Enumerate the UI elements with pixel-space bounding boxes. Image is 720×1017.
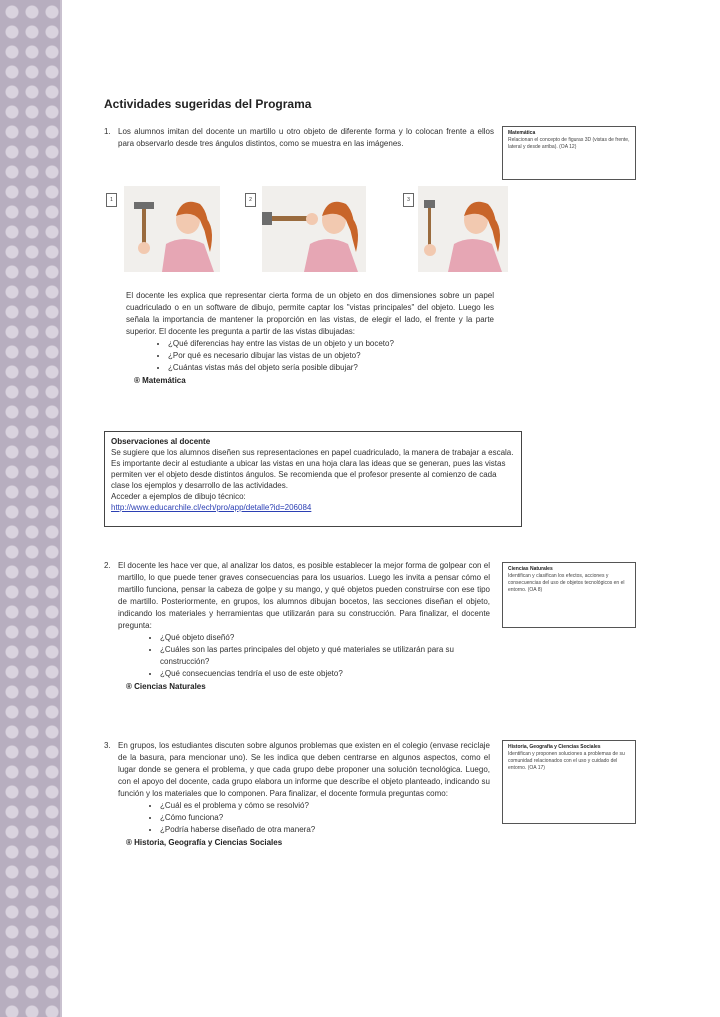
list-item: • ¿Por qué es necesario dibujar las vistas de un objeto?: [168, 350, 494, 362]
activity-1: [104, 126, 494, 150]
list-item: • ¿Cuántas vistas más del objeto sería posible dibujar?: [168, 362, 494, 374]
observations-text: Se sugiere que los alumnos diseñen sus representaciones en papel cuadriculado, la manera de trabajar a escala. Es importante decir al estudiante a ubicar las vistas en una hoja clara las ideas que se generan, pues las vistas permiten ver el objeto desde distintos ángulos. Se recomienda que el profesor presente al comienzo de cada clase los ejemplos y desarrollo de las actividades.: [111, 448, 514, 490]
subject-area-label: ® Ciencias Naturales: [126, 682, 206, 691]
activity-text: El docente les hace ver que, al analizar los datos, es posible establecer la mejor forma de golpear con el martillo, lo que puede tener graves consecuencias para los usuarios. Luego les invita a pensar cómo el martillo funciona, pensar la cabeza de golpe y su mango, y qué objetos pueden construirse con ese tipo de martillo. Posteriormente, en grupos, los alumnos dibujan bocetos, las secciones diseñan el objeto, indicando los materiales y herramientas que utilizarán para su construcción. Para finalizar, el docente pregunta:: [118, 561, 490, 630]
activity-2: [104, 560, 490, 693]
subject-area-label: ® Matemática: [134, 376, 186, 385]
list-item: • ¿Qué consecuencias tendría el uso de este objeto?: [160, 668, 490, 680]
list-item: • ¿Qué objeto diseñó?: [160, 632, 490, 644]
figure-number: 1: [106, 193, 117, 207]
figure-number: 3: [403, 193, 414, 207]
sidebox-text: Relacionan el concepto de figuras 3D (vistas de frente, lateral y desde arriba). (OA 12): [508, 137, 630, 150]
figure-number: 2: [245, 193, 256, 207]
list-item: • ¿Cuál es el problema y cómo se resolvió?: [160, 800, 490, 812]
page-title: Actividades sugeridas del Programa: [104, 97, 312, 111]
sidebox-heading: Historia, Geografía y Ciencias Sociales: [508, 744, 601, 750]
activity-question-list: [118, 800, 490, 836]
sidebox-ciencias-naturales: [502, 562, 636, 628]
figure-top-view: [418, 186, 508, 272]
activity-3: [104, 740, 490, 849]
figure-side-view: [124, 186, 220, 272]
activity-text: En grupos, los estudiantes discuten sobre algunos problemas que existen en el colegio (envase reciclaje de la basura, para mencionar uno). Se les indica que deben centrarse en algunos aspectos, como el lugar donde se genera el problema, y que cada grupo debe proponer una solución tecnológica. Luego, con el apoyo del docente, cada grupo elabora un informe que describe el objeto planteado, indicando su función y los materiales que lo componen. Para finalizar, el docente formula preguntas como:: [118, 741, 490, 798]
sidebox-matematica: [502, 126, 636, 180]
decorative-side-strip: [0, 0, 62, 1017]
activity-followup-text: El docente les explica que representar cierta forma de un objeto en dos dimensiones sobre un papel cuadriculado o en un software de dibujo, permite captar los "vistas principales" del objeto. Luego les señala la importancia de mantener la proporción en las vistas, de elegir el lado, el frente y la parte superior. El docente les pregunta a partir de las vistas dibujadas:: [126, 291, 494, 336]
list-item: • ¿Cómo funciona?: [160, 812, 490, 824]
activity-number: 2.: [104, 561, 111, 570]
activity-1-followup: [126, 290, 494, 387]
activity-number: 1.: [104, 127, 111, 136]
sidebox-text: Identifican y clasifican los efectos, acciones y consecuencias del uso de objetos tecnológicos en el entorno. (OA 8): [508, 573, 625, 593]
figure-front-view: [262, 186, 366, 272]
sidebox-historia: [502, 740, 636, 824]
activity-number: 3.: [104, 741, 111, 750]
activity-question-list: [126, 338, 494, 374]
teacher-observations-box: [104, 431, 522, 527]
sidebox-text: Identifican y proponen soluciones a problemas de su comunidad relacionados con el uso y cuidado del entorno. (OA 17): [508, 751, 625, 771]
observations-link-label: Acceder a ejemplos de dibujo técnico:: [111, 492, 246, 501]
sidebox-heading: Ciencias Naturales: [508, 566, 553, 572]
list-item: • ¿Cuáles son las partes principales del objeto y qué materiales se utilizarán para su construcción?: [160, 644, 490, 668]
activity-text: Los alumnos imitan del docente un martillo u otro objeto de diferente forma y lo colocan frente a ellos para observarlo desde tres ángulos distintos, como se muestra en las imágenes.: [118, 127, 494, 148]
activity-question-list: [118, 632, 490, 680]
list-item: • ¿Qué diferencias hay entre las vistas de un objeto y un boceto?: [168, 338, 494, 350]
sidebox-heading: Matemática: [508, 130, 536, 136]
observations-link[interactable]: http://www.educarchile.cl/ech/pro/app/detalle?id=206084: [111, 503, 312, 512]
observations-title: Observaciones al docente: [111, 437, 211, 446]
subject-area-label: ® Historia, Geografía y Ciencias Sociales: [126, 838, 283, 847]
list-item: • ¿Podría haberse diseñado de otra manera?: [160, 824, 490, 836]
